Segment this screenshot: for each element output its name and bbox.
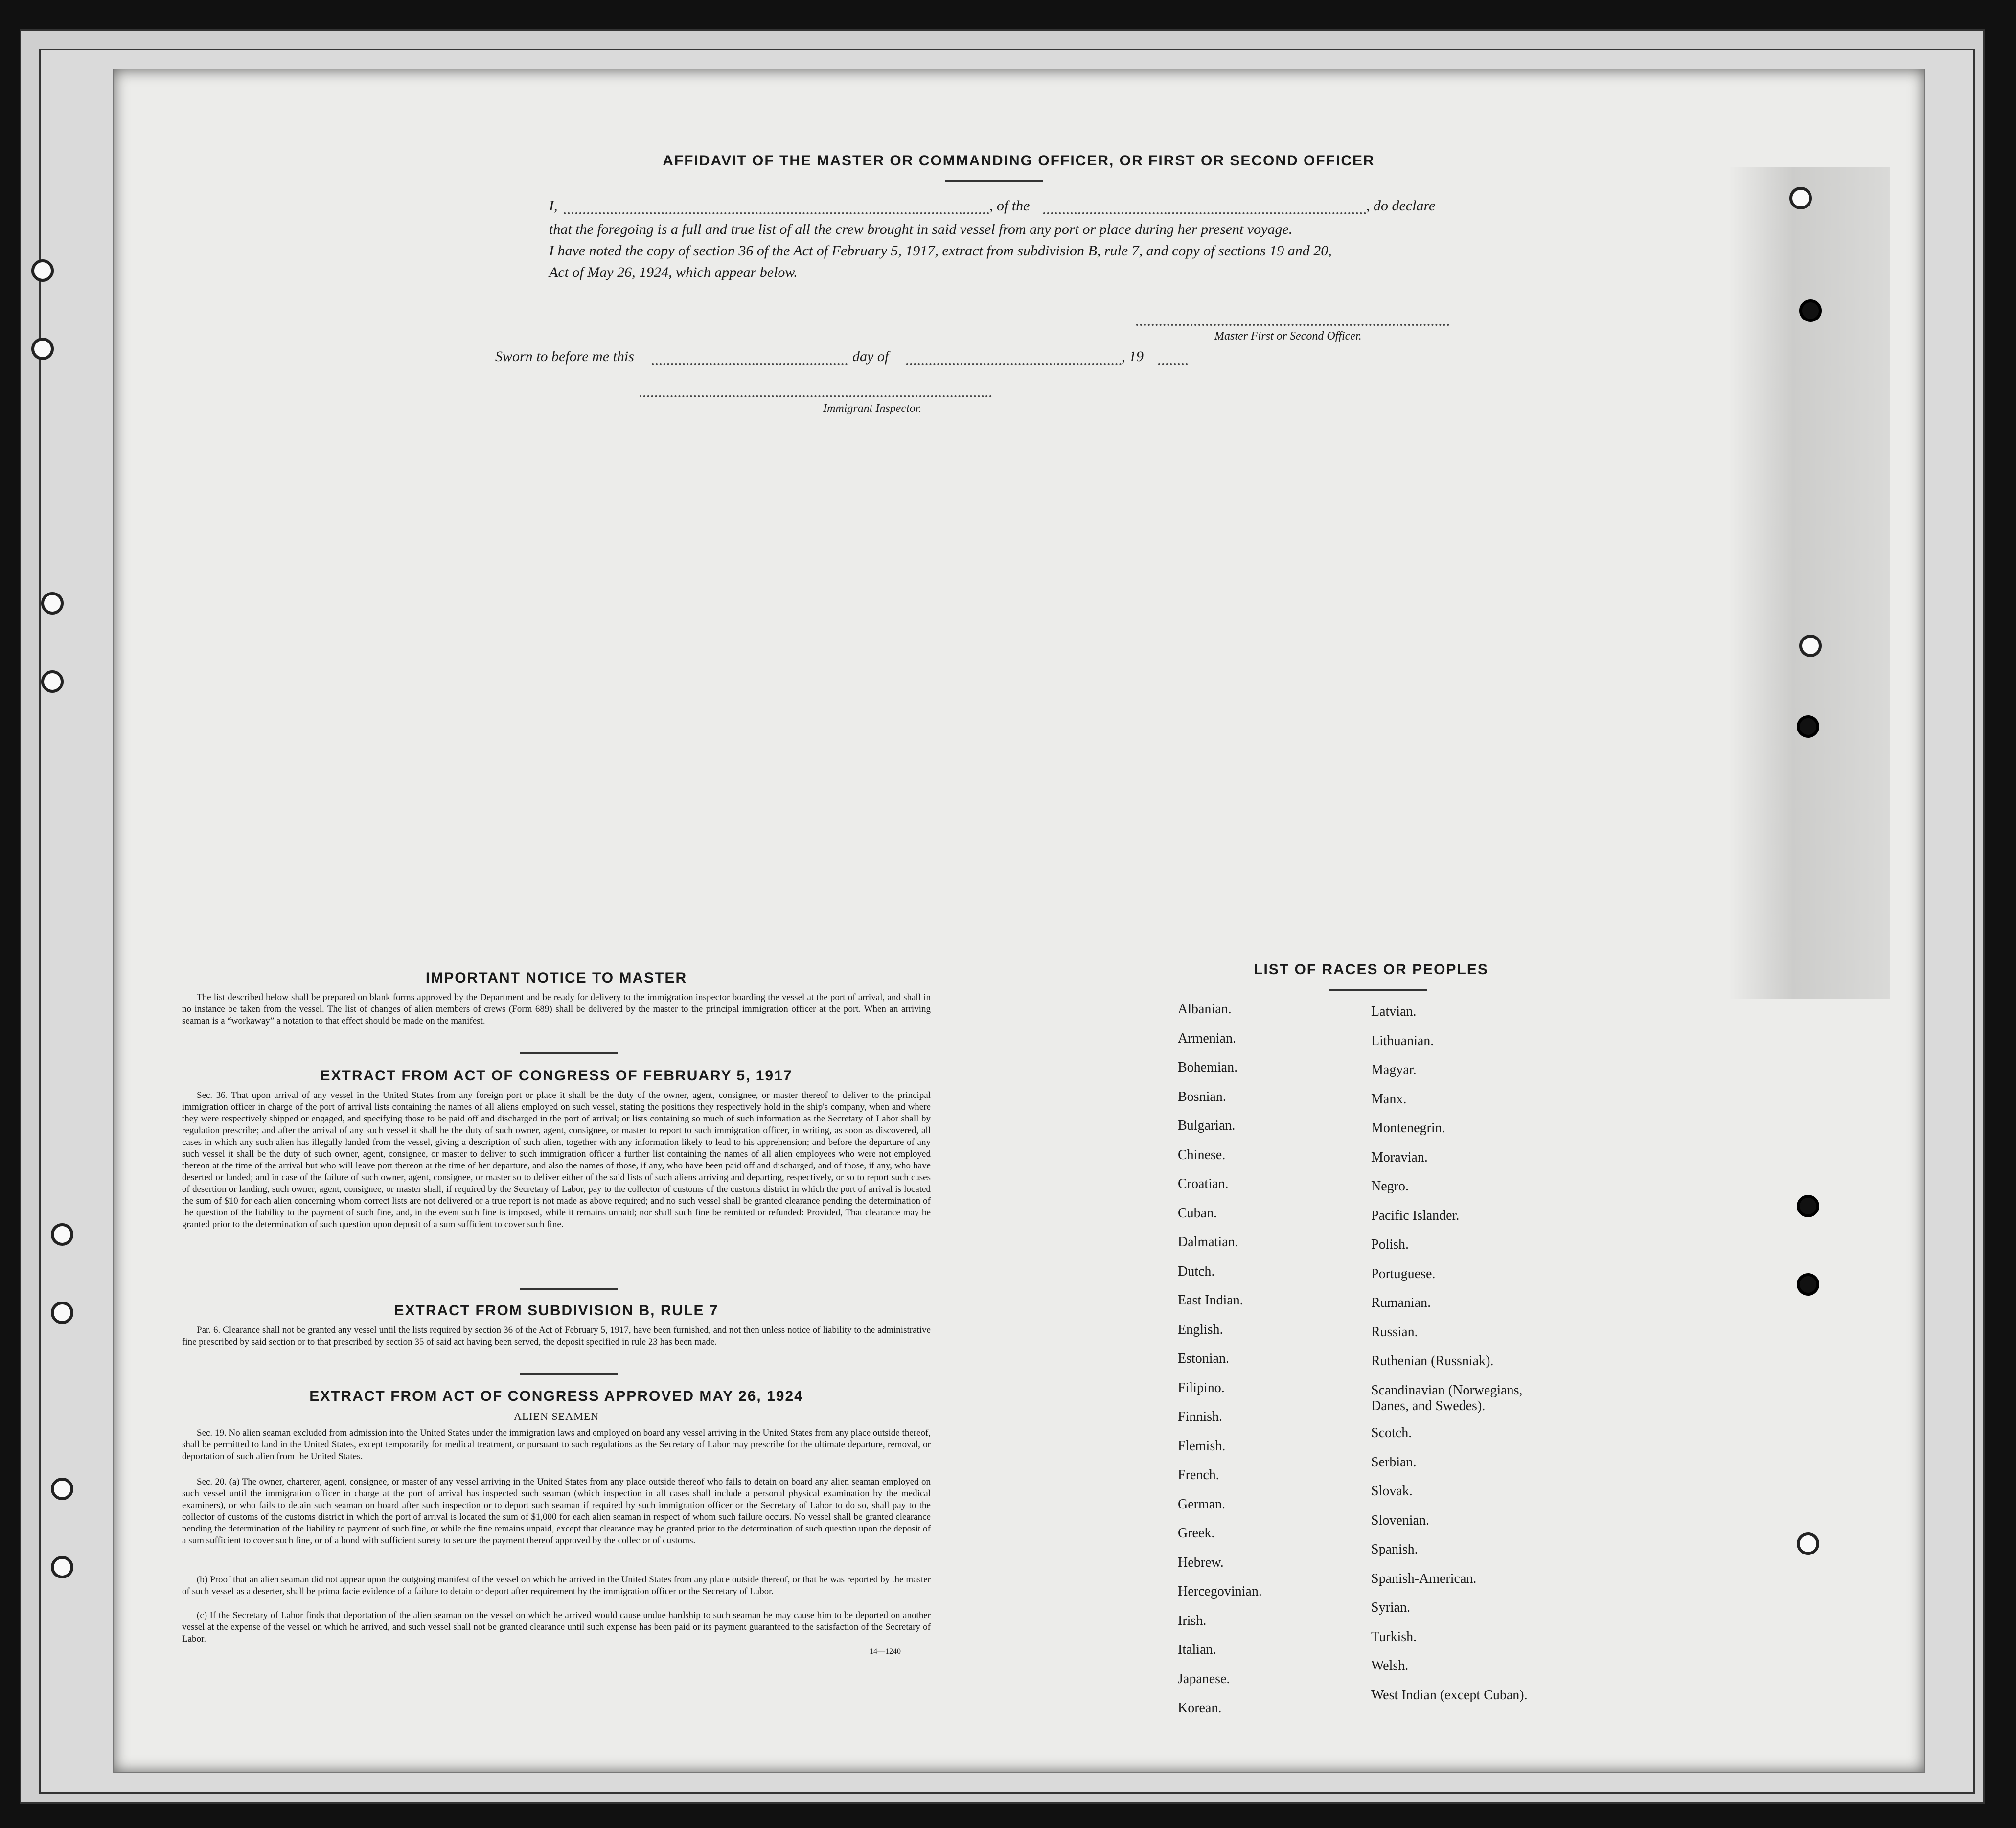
race-item: Irish. xyxy=(1178,1613,1207,1628)
race-item: Bulgarian. xyxy=(1178,1118,1236,1133)
affidavit-i-label: I, xyxy=(549,198,558,214)
binder-hole-icon xyxy=(1799,635,1822,657)
race-item: Bohemian. xyxy=(1178,1060,1238,1075)
sworn-day-field[interactable] xyxy=(652,348,848,365)
race-item: Filipino. xyxy=(1178,1380,1225,1395)
race-item: Scotch. xyxy=(1371,1425,1412,1440)
form-number: 14—1240 xyxy=(870,1647,901,1656)
race-item: Spanish. xyxy=(1371,1542,1418,1557)
notice-divider xyxy=(520,1052,618,1054)
race-item: Slovak. xyxy=(1371,1484,1413,1499)
rule7-body: Par. 6. Clearance shall not be granted any vessel until the lists required by section 36 of the Act of February 5, 1917, have been furnished, and not then unless notice of liability to the administrative fine prescribed by said section or to that prescribed by section 35 of said act having been served, the deposit specified in rule 23 has been made. xyxy=(182,1325,931,1347)
binder-hole-icon xyxy=(41,670,64,693)
race-item: Moravian. xyxy=(1371,1149,1428,1165)
inspector-signature-field[interactable] xyxy=(640,388,992,397)
race-item: Scandinavian (Norwegians, xyxy=(1371,1382,1523,1398)
sec20a-body: Sec. 20. (a) The owner, charterer, agent, consignee, or master of any vessel arriving in the United States from any place outside thereof who fails to detain on board any alien seaman employed on such vessel until the immigration officer in charge at the port of arrival has inspected such seaman (which inspection in all cases shall include a personal physical examination by the medical examiners), or who fails to detain such seaman on board after such inspection or to deport such seaman if required by such immigration officer or the Secretary of Labor to do so, shall pay to the collector of customs of the customs district in which the port of arrival is located the sum of $1,000 for each alien seaman in respect of whom such failure occurs. No vessel shall be granted clearance pending the determination of the liability to payment of such fine, or while the fine remains unpaid, except that clearance may be granted prior to the determination of such question upon the deposit of a sum sufficient to cover such fine, or of a bond with sufficient surety to secure the payment thereof approved by the collector of customs. xyxy=(182,1477,931,1546)
officer-signature-caption: Master First or Second Officer. xyxy=(1214,330,1362,343)
sec20c-body: (c) If the Secretary of Labor finds that deportation of the alien seaman on the vessel on which he arrived would cause undue hardship to such seaman he may cause him to be deported on another vessel at the expense of the vessel on which he arrived, and such vessel shall not be granted clearance until such expense has been paid or its payment guaranteed to the satisfaction of the Secretary of Labor. xyxy=(182,1610,931,1644)
race-item: Flemish. xyxy=(1178,1438,1226,1454)
sworn-month-field[interactable] xyxy=(906,348,1122,365)
race-item: Turkish. xyxy=(1371,1629,1417,1645)
race-item: West Indian (except Cuban). xyxy=(1371,1687,1528,1703)
vessel-name-field[interactable] xyxy=(1043,198,1366,214)
binder-hole-icon xyxy=(31,259,54,282)
race-item: Portuguese. xyxy=(1371,1266,1436,1281)
race-item: Hercegovinian. xyxy=(1178,1584,1262,1599)
race-item: Dutch. xyxy=(1178,1263,1215,1279)
race-item: Korean. xyxy=(1178,1700,1222,1715)
race-item: English. xyxy=(1178,1322,1223,1337)
sworn-year-field[interactable] xyxy=(1158,348,1188,365)
races-divider xyxy=(1329,989,1427,991)
master-name-field[interactable] xyxy=(564,198,989,214)
race-item: Negro. xyxy=(1371,1179,1409,1194)
race-item: German. xyxy=(1178,1496,1226,1512)
scan-shadow xyxy=(1728,167,1890,999)
rule7-divider xyxy=(520,1373,618,1375)
race-item: Rumanian. xyxy=(1371,1295,1431,1310)
race-item: Danes, and Swedes). xyxy=(1371,1398,1486,1414)
race-item: Magyar. xyxy=(1371,1062,1417,1077)
race-item: Lithuanian. xyxy=(1371,1033,1434,1049)
year-label: , 19 xyxy=(1122,348,1144,365)
sec20b-body: (b) Proof that an alien seaman did not appear upon the outgoing manifest of the vessel on which he arrived in the United States from any place outside thereof, or that he was reported by the master of such vessel as a deserter, shall be prima facie evidence of a failure to detain or deport after requirement by the immigration officer or the Secretary of Labor. xyxy=(182,1575,931,1597)
race-item: Welsh. xyxy=(1371,1658,1409,1673)
binder-hole-icon xyxy=(51,1223,73,1246)
affidavit-line-3: I have noted the copy of section 36 of the Act of February 5, 1917, extract from subdivision B, rule 7, and copy of sections 19 and 20, xyxy=(549,243,1332,259)
race-item: Slovenian. xyxy=(1371,1512,1429,1528)
binder-hole-icon xyxy=(41,592,64,615)
race-item: Croatian. xyxy=(1178,1176,1229,1191)
race-item: Albanian. xyxy=(1178,1002,1232,1017)
race-item: Latvian. xyxy=(1371,1004,1417,1019)
race-item: Polish. xyxy=(1371,1237,1409,1252)
alien-seamen-subtitle: ALIEN SEAMEN xyxy=(514,1410,599,1422)
race-item: Hebrew. xyxy=(1178,1554,1224,1570)
race-item: Manx. xyxy=(1371,1091,1407,1107)
extract-1924-title: EXTRACT FROM ACT OF CONGRESS APPROVED MAY 26, 1924 xyxy=(309,1388,803,1404)
race-item: French. xyxy=(1178,1467,1219,1483)
race-item: Serbian. xyxy=(1371,1454,1417,1470)
race-item: Chinese. xyxy=(1178,1147,1226,1163)
race-item: Japanese. xyxy=(1178,1671,1230,1687)
of-the-label: , of the xyxy=(989,198,1030,214)
race-item: Pacific Islander. xyxy=(1371,1208,1460,1223)
binder-hole-icon xyxy=(51,1556,73,1578)
race-item: East Indian. xyxy=(1178,1293,1243,1308)
races-title: LIST OF RACES OR PEOPLES xyxy=(1254,961,1489,978)
affidavit-title: AFFIDAVIT OF THE MASTER OR COMMANDING OFFICER, OR FIRST OR SECOND OFFICER xyxy=(663,153,1375,169)
extract-1917-divider xyxy=(520,1288,618,1290)
extract-1917-body: Sec. 36. That upon arrival of any vessel in the United States from any foreign port or place it shall be the duty of the owner, agent, consignee, or master thereof to deliver to the principal immigration officer in charge of the port of arrival lists containing the names of all aliens employed on such vessel, stating the positions they respectively hold in the ship's company, when and where they were respectively shipped or engaged, and specifying those to be paid off and discharged in the port of arrival; or lists containing so much of such information as the Secretary of Labor shall by regulation prescribe; and after the arrival of any such vessel it shall be the duty of such owner, agent, consignee, or master to report to such immigration officer, in writing, as soon as discovered, all cases in which any such alien has illegally landed from the vessel, giving a description of such alien, together with any information likely to lead to his apprehension; and before the departure of any such vessel it shall be the duty of such owner, agent, consignee, or master to deliver to such immigration officer a further list containing the names of all alien employees who were not employed thereon at the time of the arrival but who will leave port thereon at the time of her departure, and also the names of those, if any, who have been paid off and discharged, and of those, if any, who have deserted or landed; and in case of the failure of such owner, agent, consignee, or master so to deliver either of the said lists of such aliens arriving and departing, respectively, or so to report such cases of desertion or landing, such owner, agent, consignee, or master shall, if required by the Secretary of Labor, pay to the collector of customs of the customs district in which the port of arrival is located the sum of $10 for each alien concerning whom correct lists are not delivered or a true report is not made as above required; and no such vessel shall be granted clearance pending the determination of the question of the liability to the payment of such fine, and, in the event such fine is imposed, while it remains unpaid; nor shall such fine be remitted or refunded: Provided, That clearance may be granted prior to the determination of such question upon deposit of a sum sufficient to cover such fine. xyxy=(182,1090,931,1230)
rule7-title: EXTRACT FROM SUBDIVISION B, RULE 7 xyxy=(394,1302,719,1319)
binder-hole-icon xyxy=(1789,187,1812,209)
binder-hole-icon xyxy=(1797,1532,1819,1555)
race-item: Bosnian. xyxy=(1178,1089,1226,1104)
binder-hole-icon xyxy=(1797,1273,1819,1296)
sworn-label: Sworn to before me this xyxy=(495,348,634,365)
race-item: Greek. xyxy=(1178,1526,1215,1541)
binder-hole-icon xyxy=(1797,1195,1819,1217)
race-item: Ruthenian (Russniak). xyxy=(1371,1353,1494,1369)
notice-body: The list described below shall be prepared on blank forms approved by the Department and be ready for delivery to the immigration inspector boarding the vessel at the port of arrival, and shall in no instance be taken from the vessel. The list of changes of alien members of crews (Form 689) shall be delivered by the master to the principal immigration officer at the port. When an arriving seaman is a “workaway” a notation to that effect should be made on the manifest. xyxy=(182,992,931,1026)
affidavit-line-4: Act of May 26, 1924, which appear below. xyxy=(549,264,798,280)
race-item: Estonian. xyxy=(1178,1351,1229,1366)
extract-1917-title: EXTRACT FROM ACT OF CONGRESS OF FEBRUARY 5, 1917 xyxy=(320,1068,793,1084)
binder-hole-icon xyxy=(1799,299,1822,322)
do-declare-label: , do declare xyxy=(1366,198,1436,214)
race-item: Syrian. xyxy=(1371,1600,1411,1615)
sec19-body: Sec. 19. No alien seaman excluded from admission into the United States under the immigration laws and employed on board any vessel arriving in the United States from any place outside thereof, shall be permitted to land in the United States, except temporarily for medical treatment, or pursuant to such regulations as the Secretary of Labor may prescribe for the ultimate departure, removal, or deportation of such alien from the United States. xyxy=(182,1428,931,1462)
race-item: Dalmatian. xyxy=(1178,1234,1238,1250)
race-item: Armenian. xyxy=(1178,1030,1236,1046)
race-item: Montenegrin. xyxy=(1371,1120,1445,1136)
binder-hole-icon xyxy=(1797,715,1819,738)
binder-hole-icon xyxy=(51,1478,73,1500)
notice-title: IMPORTANT NOTICE TO MASTER xyxy=(425,970,687,986)
race-item: Italian. xyxy=(1178,1642,1216,1657)
race-item: Finnish. xyxy=(1178,1409,1223,1424)
inspector-caption: Immigrant Inspector. xyxy=(823,402,922,415)
form-page xyxy=(113,69,1925,1773)
race-item: Russian. xyxy=(1371,1324,1418,1340)
race-item: Spanish-American. xyxy=(1371,1571,1477,1586)
title-divider xyxy=(945,180,1043,182)
officer-signature-field[interactable] xyxy=(1136,314,1449,326)
affidavit-line-2: that the foregoing is a full and true list of all the crew brought in said vessel from any port or place during her present voyage. xyxy=(549,221,1293,237)
binder-hole-icon xyxy=(31,338,54,360)
day-of-label: day of xyxy=(852,348,889,365)
race-item: Cuban. xyxy=(1178,1205,1217,1221)
binder-hole-icon xyxy=(51,1302,73,1324)
